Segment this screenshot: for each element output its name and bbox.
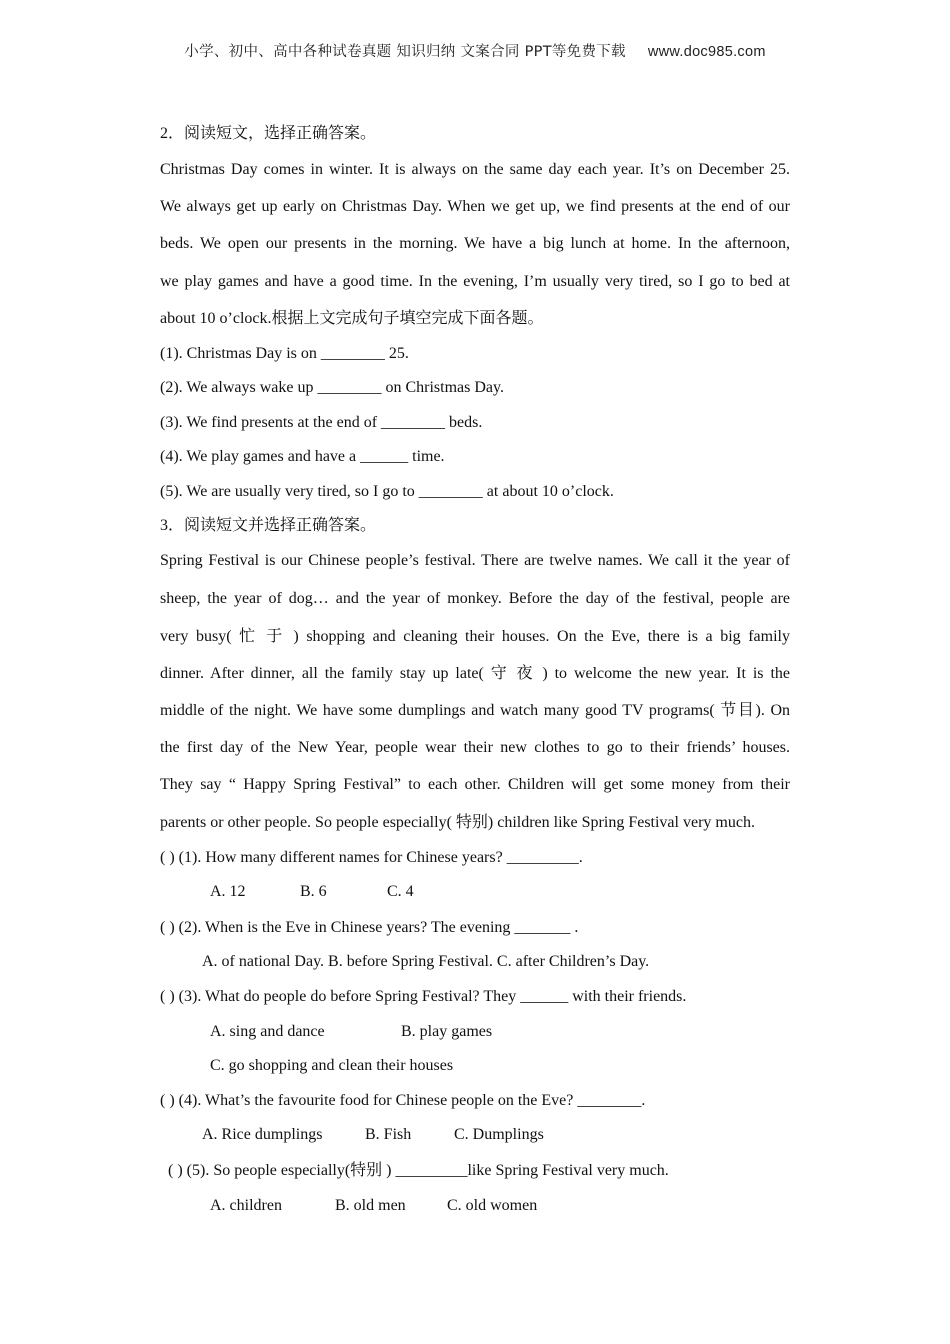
question-2-options — [202, 952, 649, 972]
section2-heading: 2．阅读短文，选择正确答案。 — [160, 125, 377, 142]
section3-question-1: ( ) (1). How many different names for Chinese years? _________. — [160, 849, 583, 866]
option-b: B. play games — [401, 1023, 493, 1040]
option-b: B. Fish — [365, 1126, 412, 1143]
question-5-options — [210, 1196, 537, 1216]
option-c: C. after Children’s Day. — [496, 953, 650, 970]
option-c: C. go shopping and clean their houses — [210, 1057, 454, 1074]
question-1-options — [210, 882, 414, 902]
option-b: B. old men — [335, 1197, 406, 1214]
question-3-options — [210, 1022, 492, 1042]
section3-question-3: ( ) (3). What do people do before Spring Festival? They ______ with their friends. — [160, 988, 687, 1005]
header-text: 小学、初中、高中各种试卷真题 知识归纳 文案合同 PPT等免费下载 — [184, 44, 626, 60]
question-4-options — [202, 1125, 544, 1145]
section2-passage-line: We always get up early on Christmas Day. When we get up, we find presents at the end of our — [160, 198, 790, 215]
option-c: C. old women — [447, 1197, 538, 1214]
section2-passage-line: we play games and have a good time. In the evening, I’m usually very tired, so I go to bed at — [160, 273, 790, 290]
section2-passage-line: Christmas Day comes in winter. It is always on the same day each year. It’s on December 25. — [160, 161, 790, 178]
section3-passage-line: middle of the night. We have some dumplings and watch many good TV programs( 节目). On — [160, 702, 790, 719]
option-a: A. Rice dumplings — [202, 1126, 323, 1143]
option-c: C. 4 — [387, 883, 414, 900]
option-a: A. of national Day. — [202, 953, 325, 970]
section2-passage-line: beds. We open our presents in the morning. We have a big lunch at home. In the afternoon, — [160, 235, 790, 252]
section2-passage-line: about 10 o’clock.根据上文完成句子填空完成下面各题。 — [160, 310, 544, 327]
header-url: www.doc985.com — [647, 44, 766, 60]
option-a: A. sing and dance — [210, 1023, 325, 1040]
section2-question-1: (1). Christmas Day is on ________ 25. — [160, 345, 409, 362]
section3-question-5: ( ) (5). So people especially(特别 ) _________like Spring Festival very much. — [168, 1162, 669, 1179]
option-b: B. before Spring Festival. — [328, 953, 493, 970]
page-header — [0, 40, 950, 61]
section3-passage-line: sheep, the year of dog… and the year of monkey. Before the day of the festival, people are — [160, 590, 790, 607]
section3-question-4: ( ) (4). What’s the favourite food for Chinese people on the Eve? ________. — [160, 1092, 646, 1109]
section3-passage-line: parents or other people. So people especially( 特别) children like Spring Festival very much. — [160, 814, 755, 831]
section2-question-3: (3). We find presents at the end of ________ beds. — [160, 414, 483, 431]
section2-question-5: (5). We are usually very tired, so I go to ________ at about 10 o’clock. — [160, 483, 614, 500]
section3-question-2: ( ) (2). When is the Eve in Chinese years? The evening _______ . — [160, 919, 579, 936]
section3-passage-line: Spring Festival is our Chinese people’s festival. There are twelve names. We call it the year of — [160, 552, 790, 569]
option-c: C. Dumplings — [454, 1126, 544, 1143]
section3-heading: 3．阅读短文并选择正确答案。 — [160, 517, 377, 534]
option-a: A. children — [210, 1197, 282, 1214]
section2-question-2: (2). We always wake up ________ on Christmas Day. — [160, 379, 504, 396]
section3-passage-line: the first day of the New Year, people wear their new clothes to go to their friends’ houses. — [160, 739, 790, 756]
option-b: B. 6 — [300, 883, 327, 900]
section3-passage-line: very busy( 忙 于 ) shopping and cleaning their houses. On the Eve, there is a big family — [160, 628, 790, 645]
section3-passage-line: dinner. After dinner, all the family stay up late( 守 夜 ) to welcome the new year. It is the — [160, 665, 790, 682]
section2-question-4: (4). We play games and have a ______ time. — [160, 448, 445, 465]
option-a: A. 12 — [210, 883, 246, 900]
section3-passage-line: They say “ Happy Spring Festival” to each other. Children will get some money from their — [160, 776, 790, 793]
